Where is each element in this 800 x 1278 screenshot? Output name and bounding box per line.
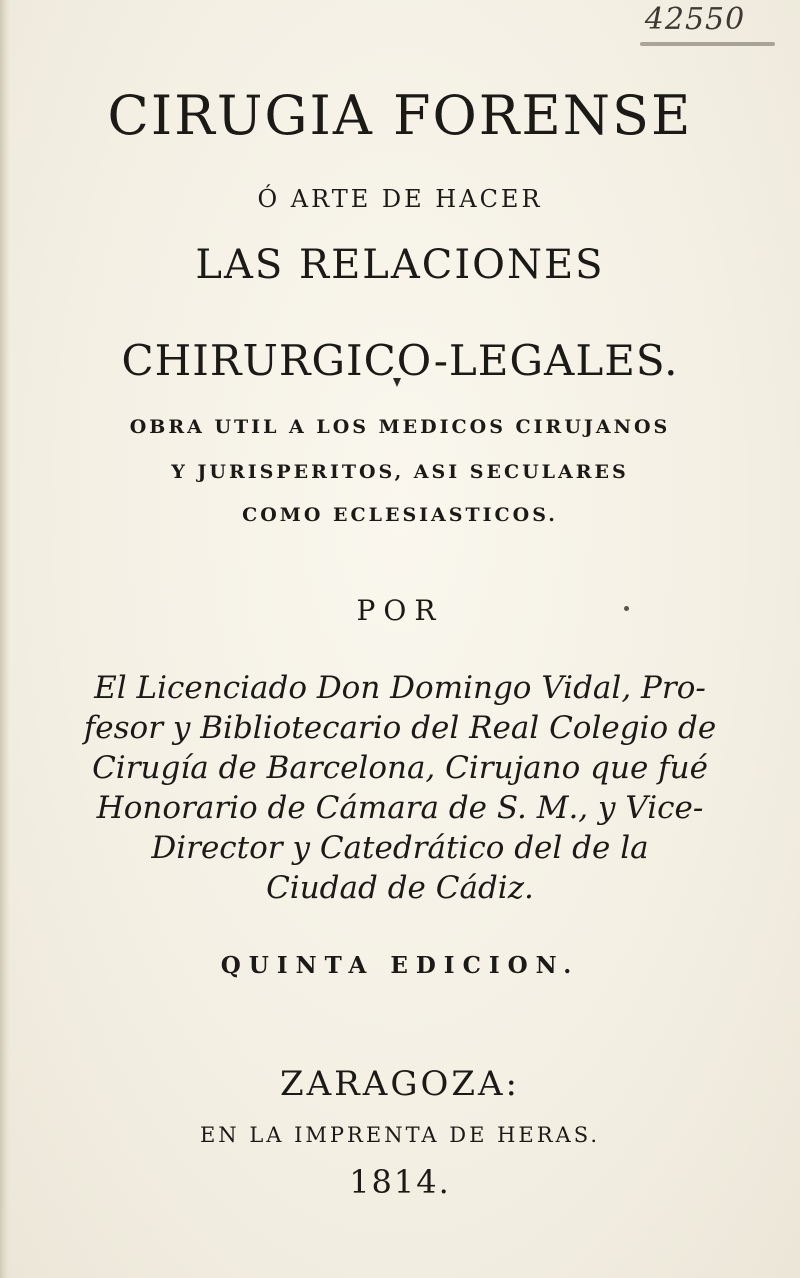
shelfmark-underline [640, 42, 775, 46]
subtitle-line-1: OBRA UTIL A LOS MEDICOS CIRUJANOS [129, 416, 671, 438]
author-line-5: Director y Catedrático del de la [151, 830, 649, 866]
author-line-4: Honorario de Cámara de S. M., y Vice- [96, 790, 704, 826]
author-line-6: Ciudad de Cádiz. [266, 870, 534, 906]
title-line-2: Ó ARTE DE HACER [257, 185, 543, 213]
small-ornament [393, 378, 401, 387]
title-line-4: CHIRURGICO-LEGALES. [121, 336, 679, 385]
author-line-1: El Licenciado Don Domingo Vidal, Pro- [94, 670, 706, 706]
imprint-year: 1814. [349, 1163, 451, 1201]
handwritten-shelfmark: 42550 [644, 2, 746, 37]
subtitle-line-2: Y JURISPERITOS, ASI SECULARES [171, 461, 629, 483]
stray-dot [624, 606, 629, 611]
imprint-city: ZARAGOZA: [280, 1064, 520, 1104]
title-line-3: LAS RELACIONES [195, 242, 605, 288]
edition-label: QUINTA EDICION. [220, 952, 580, 979]
author-line-2: fesor y Bibliotecario del Real Colegio de [83, 710, 717, 746]
author-line-3: Cirugía de Barcelona, Cirujano que fué [92, 750, 708, 786]
imprint-printer: EN LA IMPRENTA DE HERAS. [199, 1123, 601, 1147]
subtitle-line-3: COMO ECLESIASTICOS. [242, 504, 558, 526]
por-label: POR [356, 594, 444, 627]
main-title: CIRUGIA FORENSE [107, 84, 693, 147]
